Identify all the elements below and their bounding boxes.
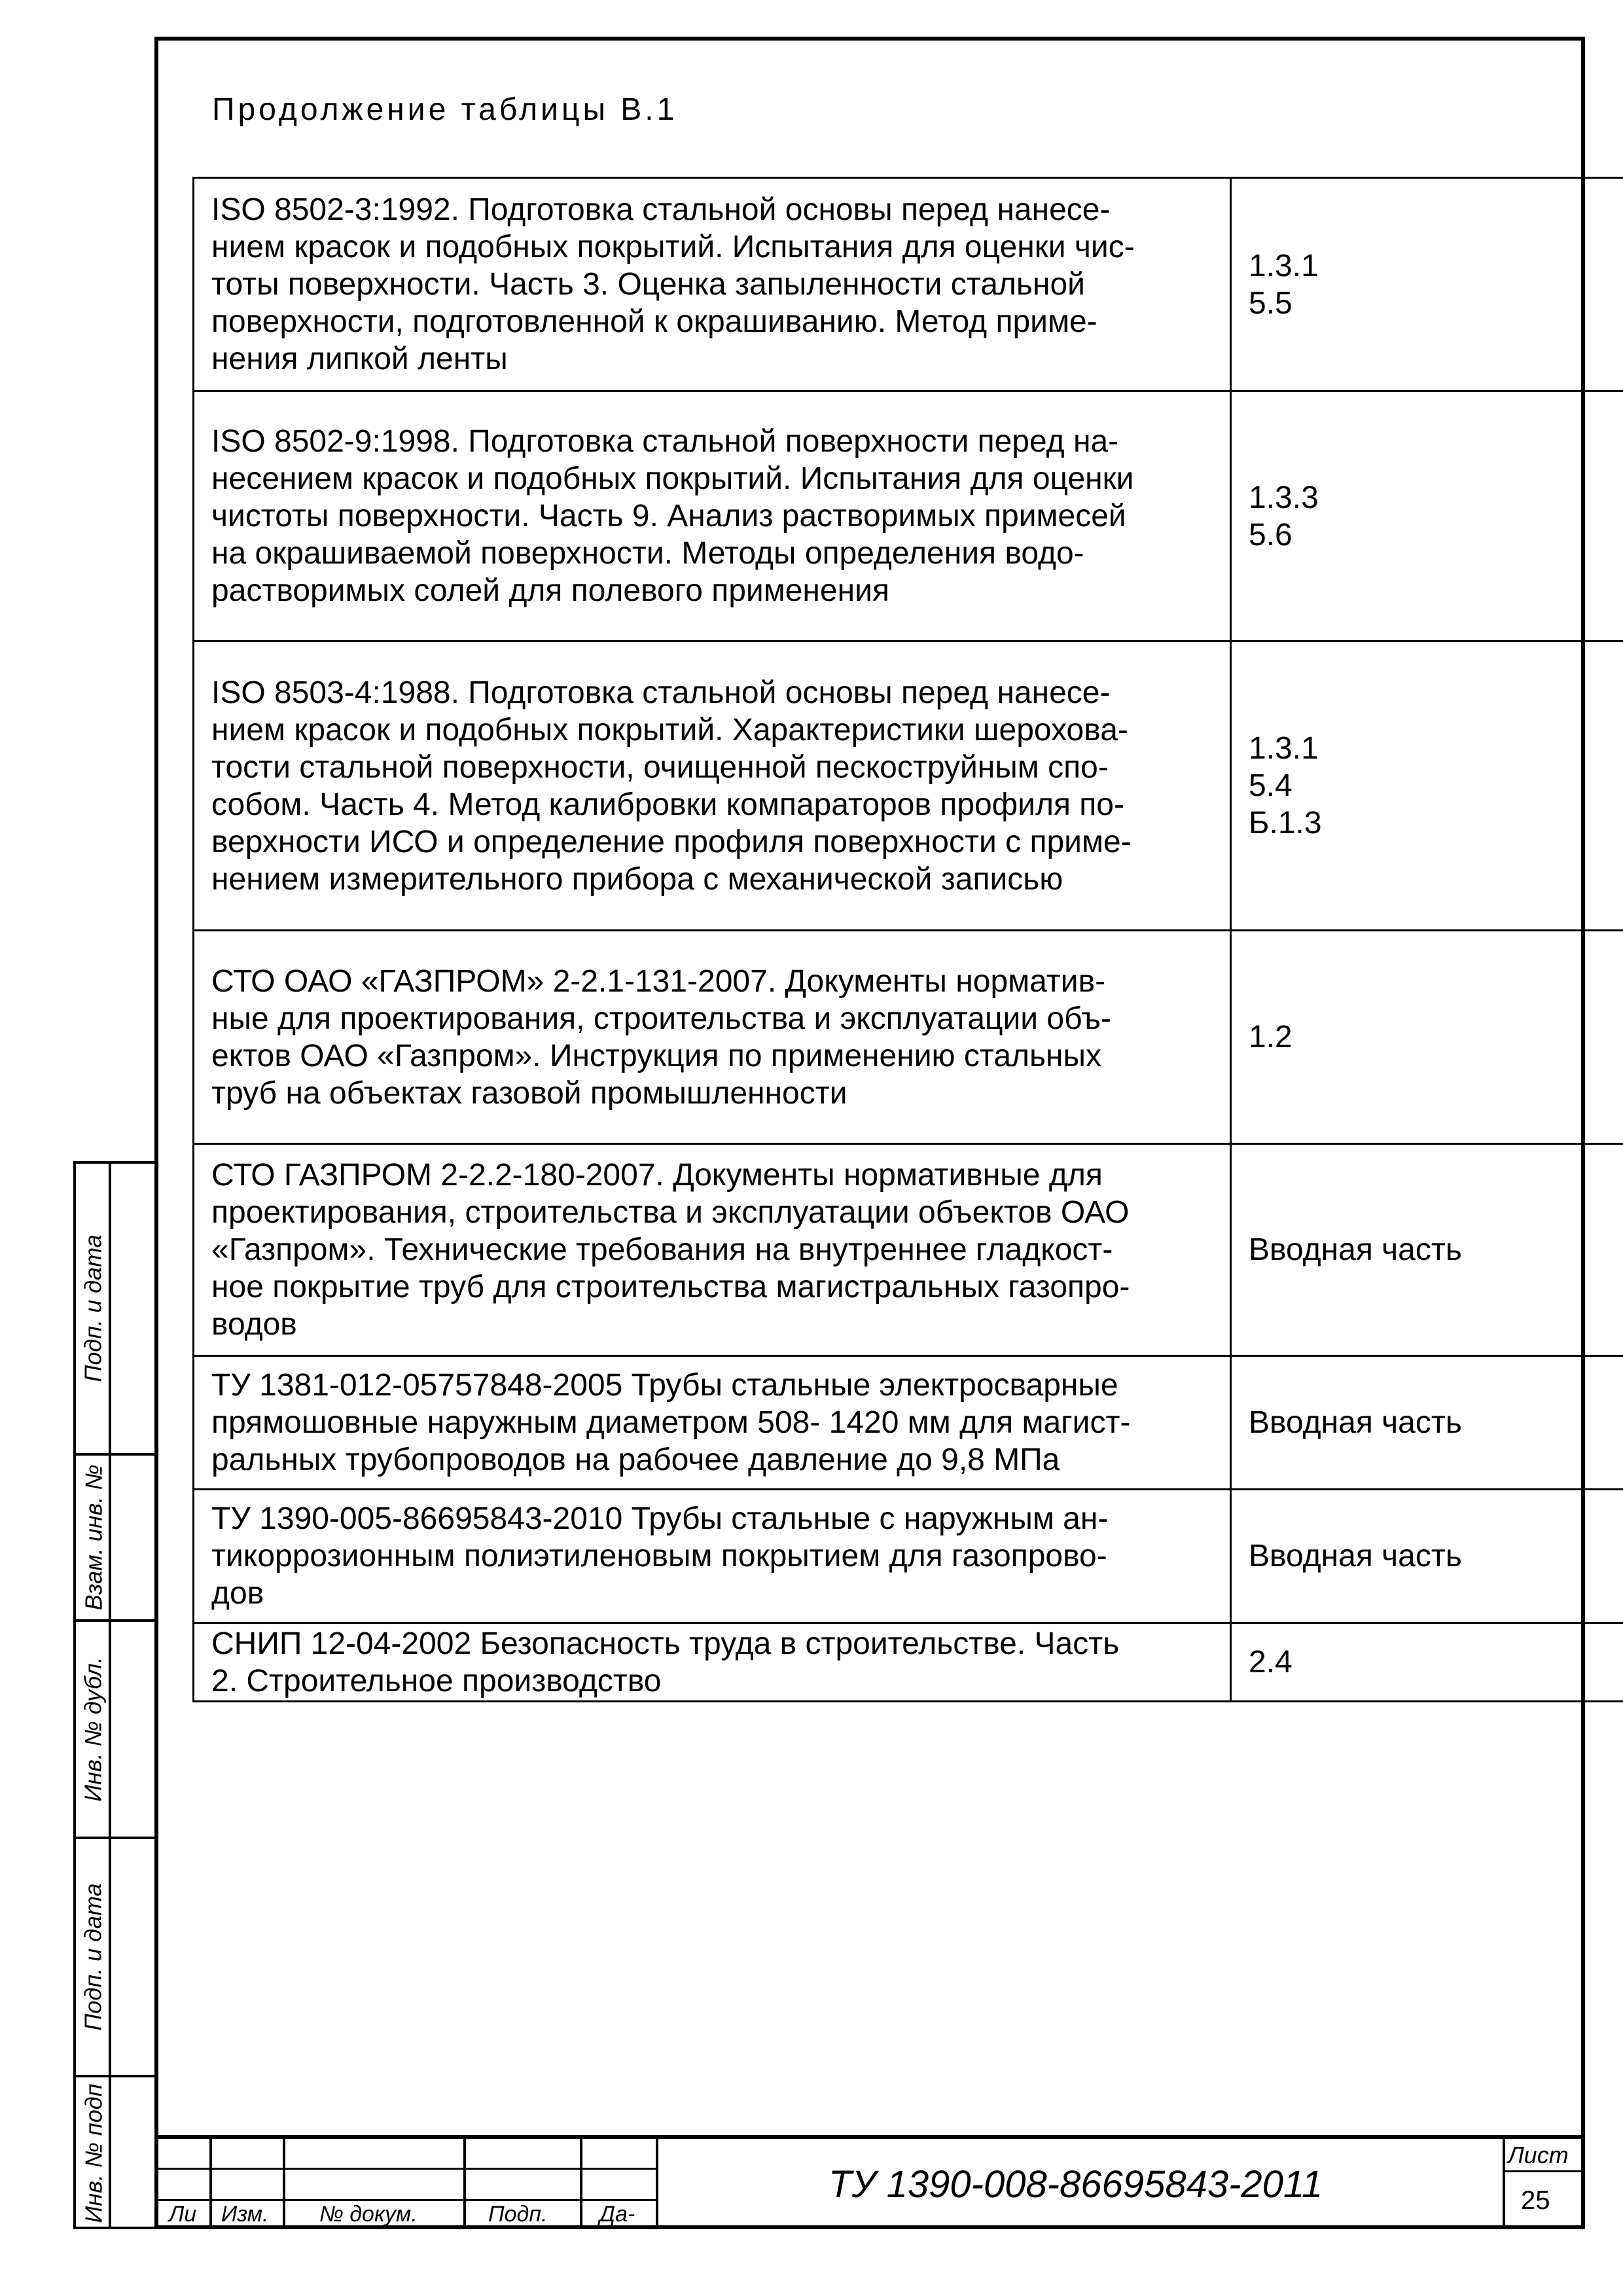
sections-cell bbox=[1231, 641, 1623, 931]
sidebar-label: Взам. инв. № bbox=[80, 1464, 107, 1611]
sheet-label: Лист bbox=[1508, 2142, 1569, 2168]
sidebar-label: Подп. и дата bbox=[80, 1883, 107, 2031]
references-table bbox=[192, 177, 1623, 1702]
table-row bbox=[194, 1623, 1623, 1702]
document-text: СТО ГАЗПРОМ 2-2.2-180-2007. Документы нормативные для проектирования, строительства и эксплуатации объектов ОАО «Газпром». Технические требования на внутреннее гладкост- ное покрытие труб для строительства магистральных газопро- водов bbox=[211, 1158, 1130, 1342]
document-text: ISO 8503-4:1988. Подготовка стальной основы перед нанесе- нием красок и подобных покрытий. Характеристики шерохова- тости стальной поверхности, очищенной пескоструйным спо- собом. Часть 4. Метод калибровки компараторов профиля по- верхности ИСО и определение профиля поверхности с приме- нением измерительного прибора с механической записью bbox=[211, 675, 1132, 897]
sidebar-label: Инв. № подп bbox=[80, 2083, 107, 2223]
sections-text: 1.2 bbox=[1249, 1020, 1293, 1054]
sheet-number: 25 bbox=[1521, 2186, 1550, 2215]
table-caption: Продолжение таблицы В.1 bbox=[212, 92, 678, 127]
sections-cell bbox=[1231, 1356, 1623, 1490]
document-cell bbox=[194, 178, 1231, 391]
document-code: ТУ 1390-008-86695843-2011 bbox=[829, 2163, 1323, 2206]
sections-text: 1.3.3 5.6 bbox=[1249, 480, 1319, 552]
table-row bbox=[194, 1490, 1623, 1623]
document-text: СНИП 12-04-2002 Безопасность труда в строительстве. Часть 2. Строительное производство bbox=[211, 1626, 1120, 1698]
document-text: ТУ 1381-012-05757848-2005 Трубы стальные электросварные прямошовные наружным диаметром 508- 1420 мм для магист- ральных трубопроводов на рабочее давление до 9,8 МПа bbox=[211, 1368, 1131, 1477]
sections-text: Вводная часть bbox=[1249, 1539, 1462, 1573]
document-text: СТО ОАО «ГАЗПРОМ» 2-2.1-131-2007. Документы норматив- ные для проектирования, строительства и эксплуатации объ- ектов ОАО «Газпром». Инструкция по применению стальных труб на объектах газовой промышленности bbox=[211, 963, 1112, 1111]
document-cell bbox=[194, 641, 1231, 931]
title-block bbox=[154, 2135, 1585, 2229]
sidebar-label: Подп. и дата bbox=[80, 1234, 107, 1382]
sidebar-label: Инв. № дубл. bbox=[80, 1657, 107, 1802]
document-cell bbox=[194, 931, 1231, 1144]
document-text: ISO 8502-9:1998. Подготовка стальной поверхности перед на- несением красок и подобных покрытий. Испытания для оценки чистоты поверхности. Часть 9. Анализ растворимых примесей на окрашиваемой поверхности. Методы определения водо- растворимых солей для полевого применения bbox=[211, 424, 1134, 608]
document-cell bbox=[194, 1356, 1231, 1490]
sections-text: 1.3.1 5.5 bbox=[1249, 248, 1319, 321]
sections-cell bbox=[1231, 931, 1623, 1144]
document-cell bbox=[194, 1490, 1231, 1623]
document-cell bbox=[194, 1623, 1231, 1702]
document-cell bbox=[194, 1144, 1231, 1356]
sections-cell bbox=[1231, 178, 1623, 391]
sections-cell bbox=[1231, 391, 1623, 641]
sections-text: Вводная часть bbox=[1249, 1405, 1462, 1440]
sections-cell bbox=[1231, 1144, 1623, 1356]
sections-text: 2.4 bbox=[1249, 1645, 1293, 1679]
side-stamp bbox=[73, 1161, 154, 2229]
table-row bbox=[194, 641, 1623, 931]
table-row bbox=[194, 391, 1623, 641]
col-label: Ли bbox=[169, 2202, 197, 2227]
sections-cell bbox=[1231, 1490, 1623, 1623]
col-label: Изм. bbox=[221, 2202, 269, 2227]
col-label: Да- bbox=[599, 2202, 635, 2227]
document-cell bbox=[194, 391, 1231, 641]
document-text: ТУ 1390-005-86695843-2010 Трубы стальные с наружным ан- тикоррозионным полиэтиленовым покрытием для газопрово- дов bbox=[211, 1501, 1109, 1611]
table-row bbox=[194, 178, 1623, 391]
document-text: ISO 8502-3:1992. Подготовка стальной основы перед нанесе- нием красок и подобных покрытий. Испытания для оценки чис- тоты поверхности. Часть 3. Оценка запыленности стальной поверхности, подготовленной к окрашиванию. Метод приме- нения липкой ленты bbox=[211, 192, 1135, 376]
table-row bbox=[194, 1356, 1623, 1490]
table-row bbox=[194, 931, 1623, 1144]
table-row bbox=[194, 1144, 1623, 1356]
sections-text: 1.3.1 5.4 Б.1.3 bbox=[1249, 731, 1322, 840]
col-label: Подп. bbox=[488, 2202, 548, 2227]
sections-text: Вводная часть bbox=[1249, 1232, 1462, 1267]
col-label: № докум. bbox=[319, 2202, 418, 2227]
sections-cell bbox=[1231, 1623, 1623, 1702]
